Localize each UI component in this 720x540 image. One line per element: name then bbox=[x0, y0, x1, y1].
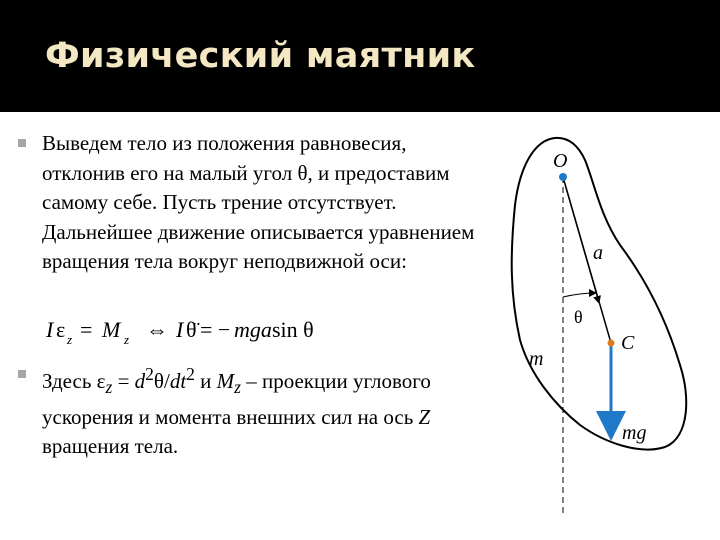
eq-I: I bbox=[46, 317, 54, 342]
eq-M: M bbox=[102, 317, 121, 342]
eq-sub-z: z bbox=[67, 332, 73, 347]
eq-equals-minus: = − bbox=[200, 317, 231, 342]
equivalence-icon: ⇔ bbox=[146, 317, 168, 342]
eq-sin-theta: sin θ bbox=[272, 317, 314, 342]
pivot-point-o bbox=[559, 173, 567, 181]
eq-I2: I bbox=[176, 317, 184, 342]
rigid-body-outline bbox=[512, 138, 687, 450]
label-o: O bbox=[553, 150, 568, 172]
label-theta: θ bbox=[574, 307, 583, 327]
center-of-mass-point-c bbox=[608, 340, 615, 347]
eq-sub-z2: z bbox=[124, 332, 130, 347]
bullet-marker bbox=[18, 139, 26, 147]
eq-epsilon: ε bbox=[56, 317, 66, 342]
label-mg: mg bbox=[622, 422, 647, 444]
paragraph-definitions: Здесь $\varepsilon_z = d^2\theta/dt^2$ и $M_z$ – проекции углового ускорения и момента внешних сил на ось Z вращения тела. bbox=[42, 364, 431, 459]
bullet-marker bbox=[18, 370, 26, 378]
title-bar bbox=[0, 0, 720, 112]
pendulum-figure bbox=[500, 125, 700, 525]
paragraph-intro: Выведем тело из положения равновесия, отклонив его на малый угол θ, и предоставим самому себе. Пусть трение отсутствует. Дальнейшее движение описывается уравнением вращения тела вокруг неподвижной оси: bbox=[42, 131, 475, 273]
eq-equals: = bbox=[80, 317, 93, 342]
angle-arc bbox=[563, 293, 596, 297]
eq-mga: mga bbox=[234, 317, 272, 342]
label-m: m bbox=[529, 348, 544, 370]
slide-title: Физический маятник bbox=[45, 36, 476, 76]
label-a: a bbox=[593, 242, 603, 264]
label-c: C bbox=[621, 332, 635, 354]
equation-rotation bbox=[46, 310, 446, 350]
eq-theta-ddot: θ̈ bbox=[186, 317, 197, 342]
